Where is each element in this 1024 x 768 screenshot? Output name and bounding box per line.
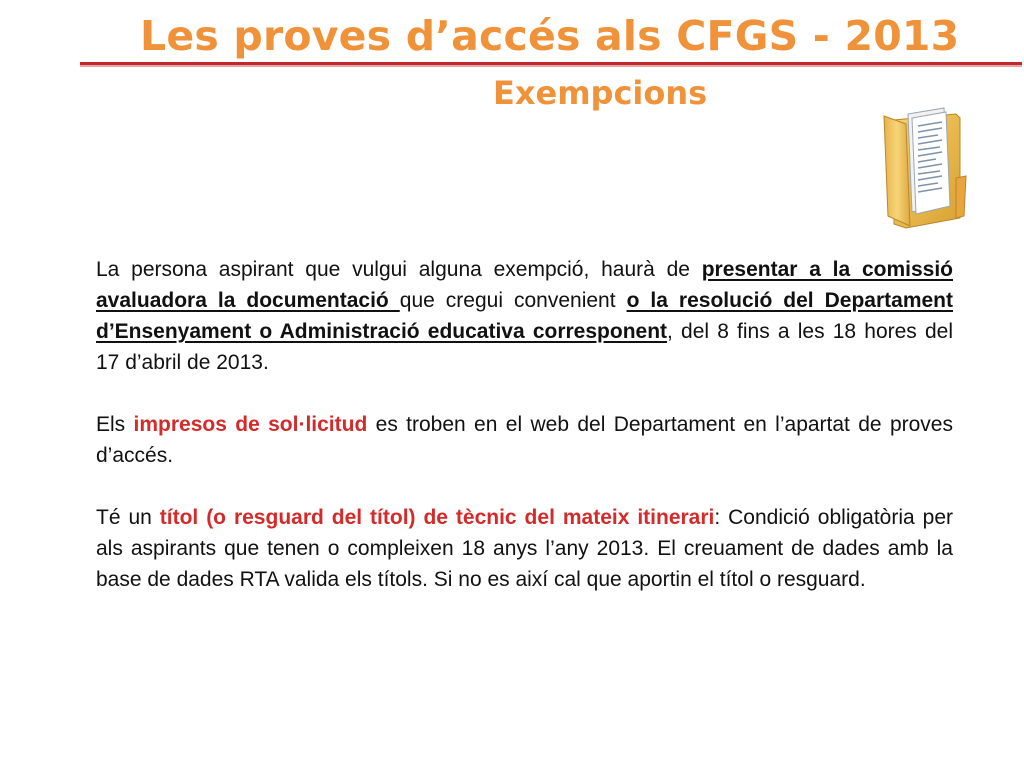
highlight-technician-title: títol (o resguard del títol) de tècnic del mateix itinerari bbox=[159, 506, 715, 529]
text-run: , del 8 fins a les 18 hores del 17 d’abril de 2013. bbox=[96, 320, 953, 374]
title-divider-shadow bbox=[80, 65, 1022, 67]
highlight-present-documentation: presentar a la comissió avaluadora la documentació bbox=[96, 258, 953, 312]
body-text bbox=[96, 254, 953, 595]
text-run: Té un bbox=[96, 506, 160, 529]
paragraph-title-exemption bbox=[96, 502, 953, 595]
slide-title: Les proves d’accés als CFGS - 2013 bbox=[140, 12, 960, 60]
slide-subtitle: Exempcions bbox=[493, 74, 708, 112]
text-run: : Condició obligatòria per als aspirants que tenen o compleixen 18 anys l’any 2013. El creuament de dades amb la base de dades RTA valida els títols. Si no es així cal que aportin el títol o resguard. bbox=[96, 506, 953, 591]
paragraph-documentation bbox=[96, 254, 953, 378]
text-run: La persona aspirant que vulgui alguna exempció, haurà de bbox=[96, 258, 702, 281]
text-run: es troben en el web del Departament en l’apartat de proves d’accés. bbox=[96, 413, 953, 467]
text-run: Els bbox=[96, 413, 134, 436]
paragraph-forms bbox=[96, 409, 953, 471]
highlight-resolution: o la resolució del Departament d’Ensenyament o Administració educativa corresponent bbox=[96, 289, 953, 343]
text-run: que cregui convenient bbox=[399, 289, 627, 312]
highlight-application-forms: impresos de sol·licitud bbox=[133, 413, 368, 436]
folder-with-documents-icon bbox=[876, 104, 970, 232]
